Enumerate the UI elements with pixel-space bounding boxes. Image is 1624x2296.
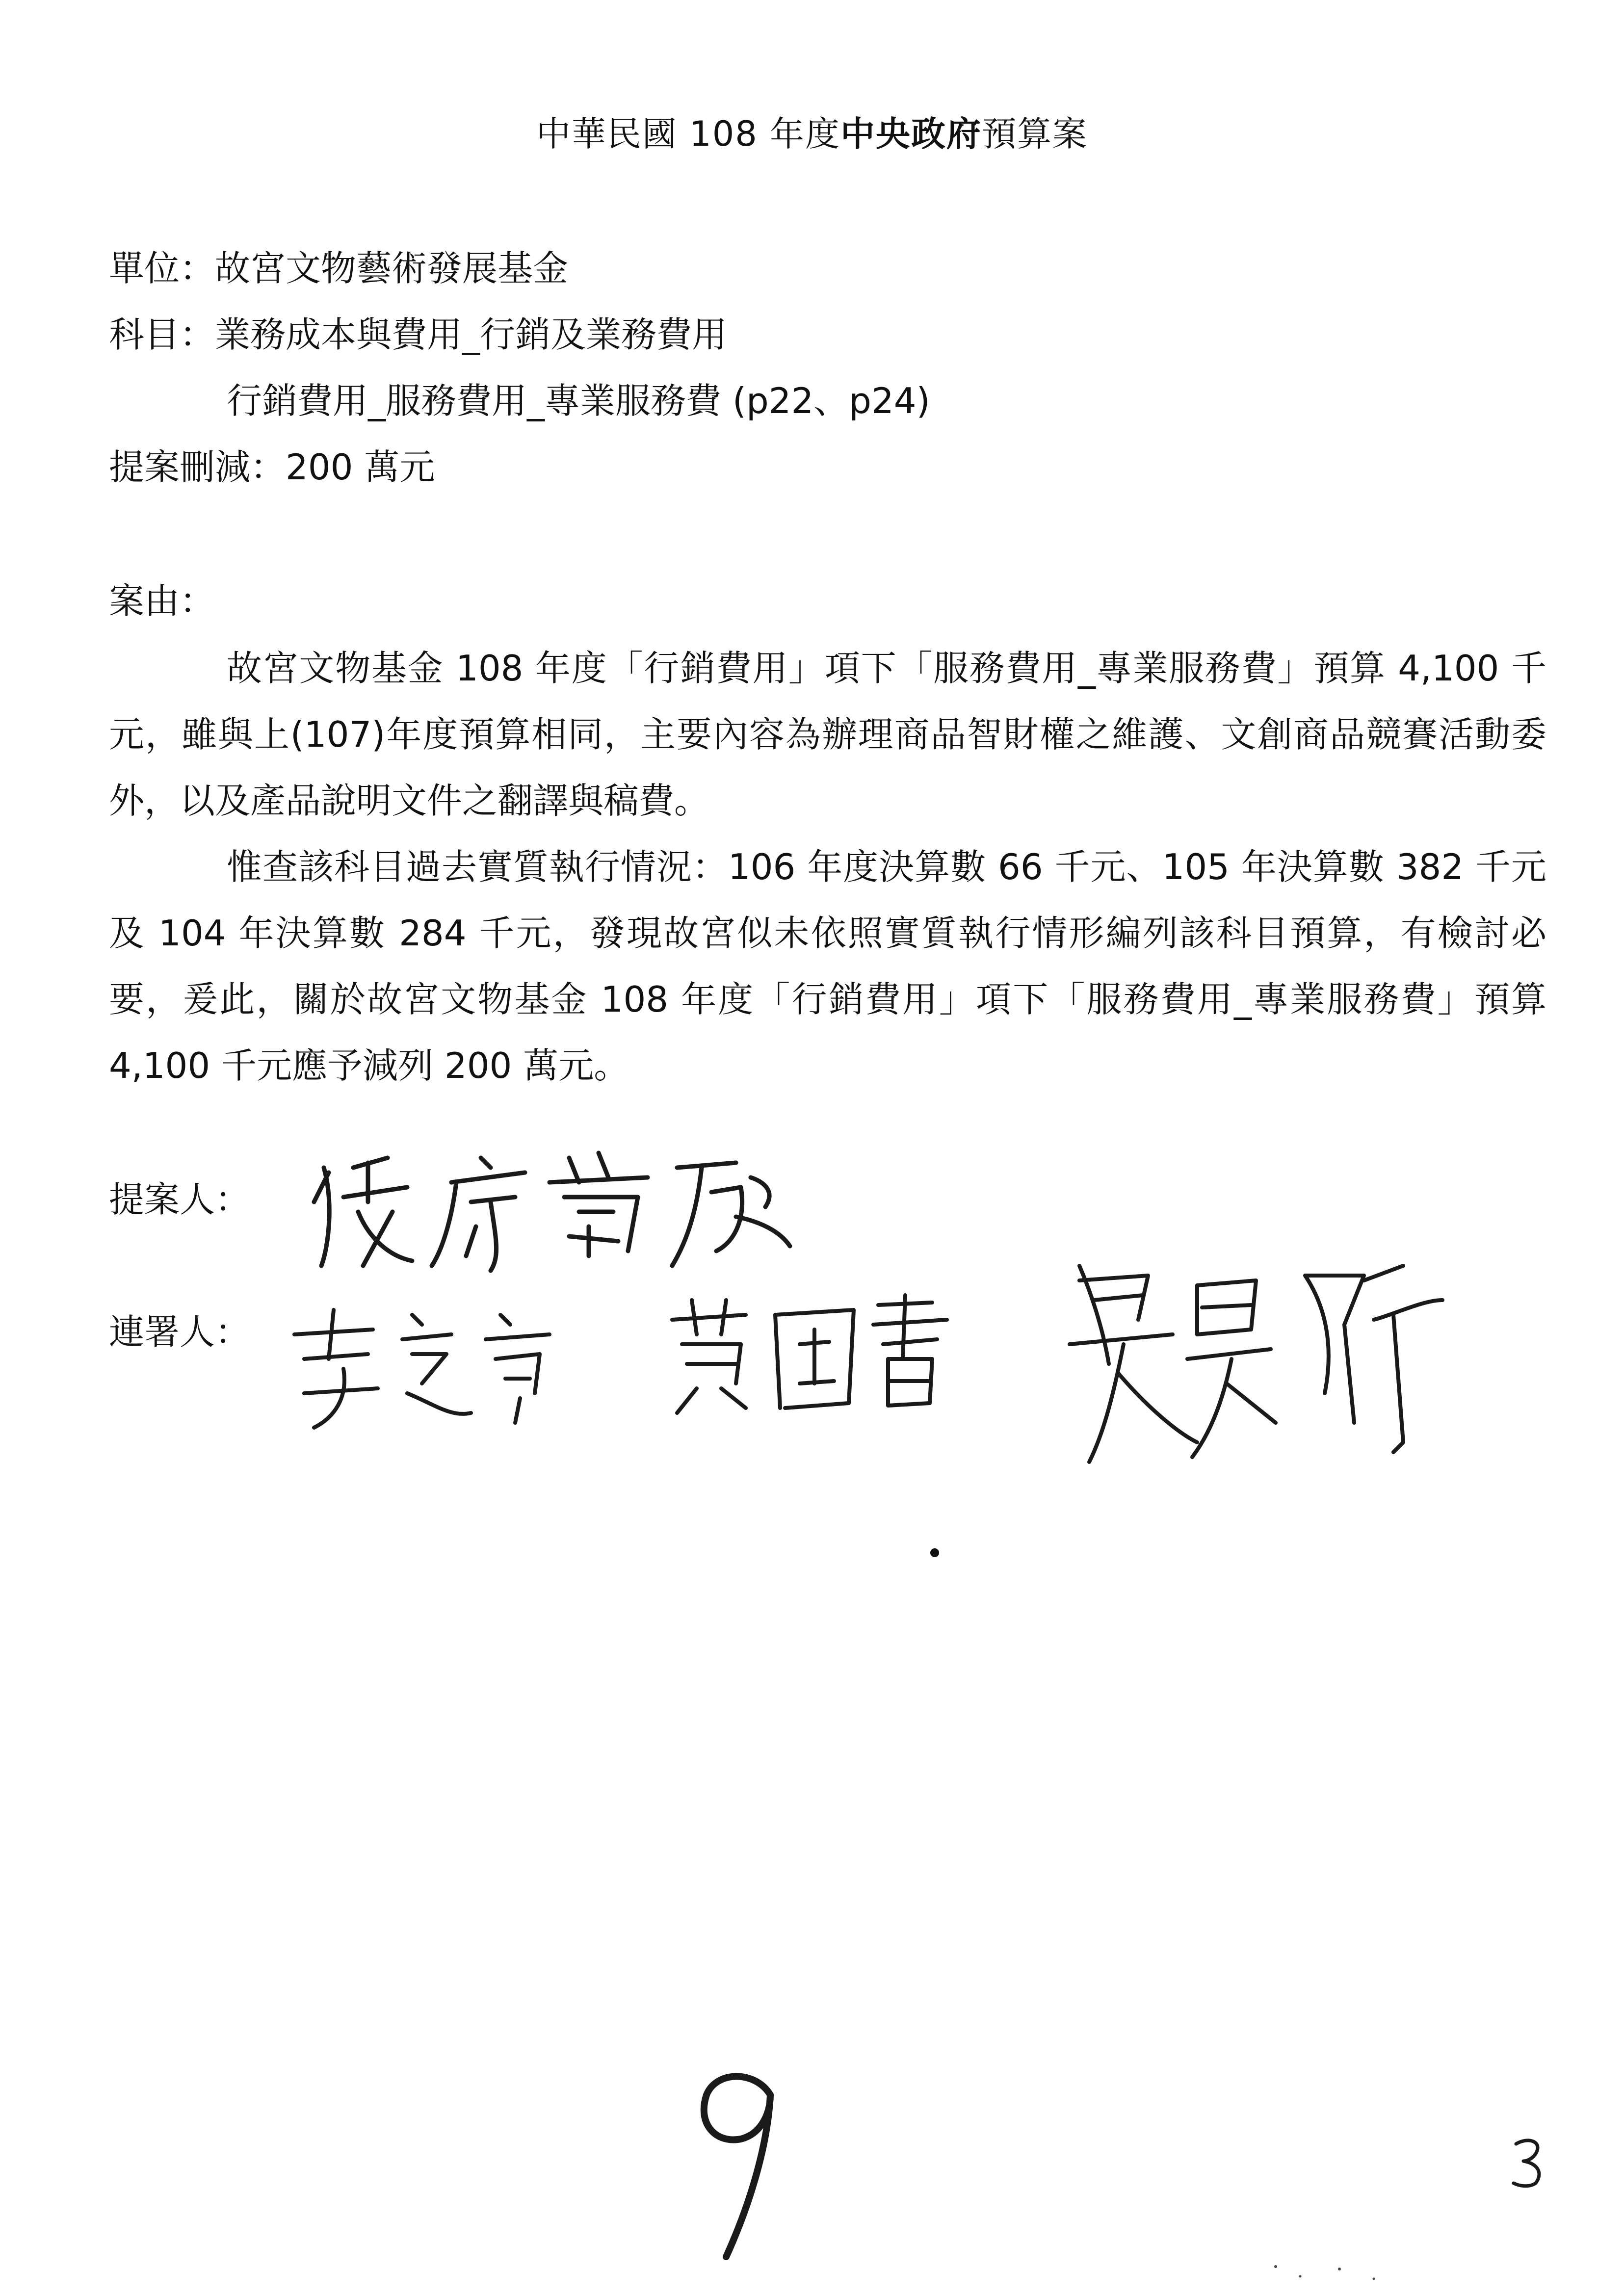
unit-line: 單位：故宮文物藝術發展基金 xyxy=(109,248,569,289)
cosigner-signature-2 xyxy=(657,1285,962,1433)
handwritten-page-number xyxy=(687,2061,795,2267)
scan-specks xyxy=(1266,2257,1393,2286)
ink-dot xyxy=(927,1545,942,1560)
title-suffix: 預算案 xyxy=(982,114,1088,154)
title-bold: 中央政府 xyxy=(840,114,982,154)
subject-line-2: 行銷費用_服務費用_專業服務費 (p22、p24) xyxy=(227,380,930,421)
proposer-label: 提案人： xyxy=(109,1179,251,1220)
cosigner-label: 連署人： xyxy=(109,1311,251,1353)
subject-line-1: 科目：業務成本與費用_行銷及業務費用 xyxy=(109,314,728,355)
reason-paragraph-1-text: 故宮文物基金 108 年度「行銷費用」項下「服務費用_專業服務費」預算 4,100 千元，雖與上(107)年度預算相同，主要內容為辦理商品智財權之維護、文創商品競賽活動委外，以及產品說明文件之翻譯與稿費。 xyxy=(109,648,1546,821)
cosigner-signature-3 xyxy=(1050,1246,1462,1521)
reason-label: 案由： xyxy=(109,580,215,622)
title-prefix: 中華民國 108 年度 xyxy=(536,114,841,154)
cosigner-signature-1 xyxy=(275,1295,579,1452)
reason-paragraph-1 xyxy=(109,635,1546,834)
proposer-signature xyxy=(294,1138,859,1285)
page-title xyxy=(0,112,1624,156)
reason-paragraph-2-text: 惟查該科目過去實質執行情況：106 年度決算數 66 千元、105 年決算數 382 千元及 104 年決算數 284 千元，發現故宮似未依照實質執行情形編列該科目預算，有檢討必要，爰此，關於故宮文物基金 108 年度「行銷費用」項下「服務費用_專業服務費」預算 4,100 千元應予減列 200 萬元。 xyxy=(109,846,1558,1086)
reason-paragraph-2 xyxy=(109,834,1558,1099)
handwritten-corner-mark xyxy=(1509,2137,1553,2191)
proposed-cut-line: 提案刪減：200 萬元 xyxy=(109,446,435,488)
